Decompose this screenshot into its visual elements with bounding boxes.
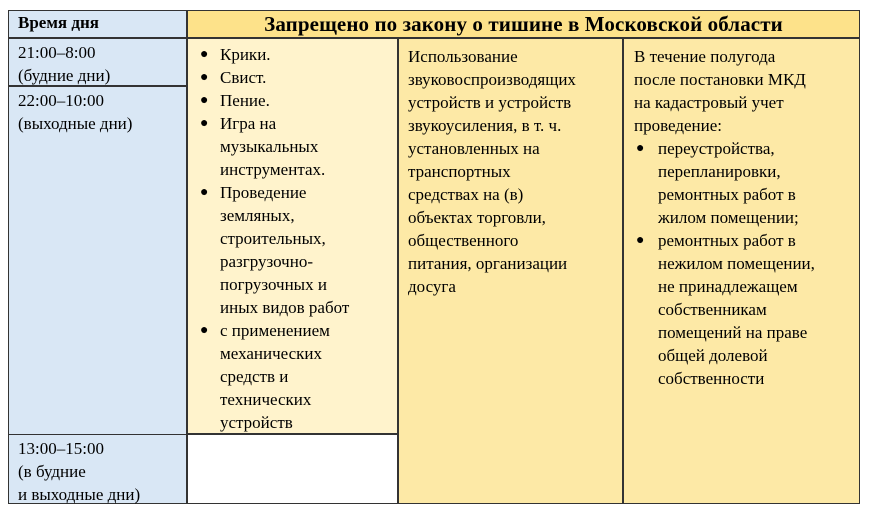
time-weekday-cell (8, 38, 187, 86)
list-item: ● с применением механических средств и технических устройств (200, 321, 330, 432)
bullet-icon: ● (200, 70, 209, 85)
noise-list-cell (187, 38, 398, 434)
time-weekend-hours: 22:00–10:00 (18, 91, 104, 110)
time-header: Время дня (18, 13, 99, 32)
bullet-icon: ● (200, 323, 209, 338)
list-item: ● Проведение земляных, строительных, разгрузочно- погрузочных и иных видов работ (200, 183, 350, 317)
list-item: ● Свист. (200, 68, 267, 87)
time-afternoon-note-1: (в будние (18, 462, 86, 481)
bullet-icon: ● (200, 185, 209, 200)
bullet-icon: ● (200, 116, 209, 131)
time-weekday-note: (будние дни) (18, 66, 111, 85)
noise-list (188, 39, 397, 434)
time-weekday-hours: 21:00–8:00 (18, 43, 96, 62)
renovation-cell (623, 38, 860, 504)
renovation-list (634, 137, 853, 390)
time-afternoon-note-2: и выходные дни) (18, 485, 141, 504)
list-item: ● ремонтных работ в нежилом помещении, не принадлежащем собственникам помещений на праве общей долевой собственности (636, 231, 815, 388)
renovation-text: В течение полугода после постановки МКД на кадастровый учет проведение: ● переустройства, перепланировки, ремонтных работ в жилом помещении; ● ремонтных работ в нежилом помещении, не принадлежащем собственникам помещений на праве общей долевой собственности (624, 39, 859, 390)
time-header-cell (8, 10, 187, 38)
time-weekend-cell (8, 86, 187, 444)
quiet-law-table (8, 10, 860, 504)
title-cell (187, 10, 860, 38)
sound-devices-text: Использование звуковоспроизводящих устройств и устройств звукоусиления, в т. ч. установленных на транспортных средствах на (в) объектах торговли, общественного питания, организации досуга (408, 47, 576, 296)
table-title: Запрещено по закону о тишине в Московской области (264, 12, 783, 36)
list-item: ● Крики. (200, 45, 271, 64)
time-afternoon-cell (8, 434, 187, 504)
time-weekend-note: (выходные дни) (18, 114, 133, 133)
time-afternoon-hours: 13:00–15:00 (18, 439, 104, 458)
bullet-icon: ● (200, 47, 209, 62)
sound-devices-cell (398, 38, 623, 504)
list-item: ● переустройства, перепланировки, ремонтных работ в жилом помещении; (636, 139, 799, 227)
empty-cell (187, 434, 398, 504)
bullet-icon: ● (636, 233, 645, 248)
list-item: ● Пение. (200, 91, 270, 110)
bullet-icon: ● (200, 93, 209, 108)
bullet-icon: ● (636, 141, 645, 156)
list-item: ● Игра на музыкальных инструментах. (200, 114, 326, 179)
